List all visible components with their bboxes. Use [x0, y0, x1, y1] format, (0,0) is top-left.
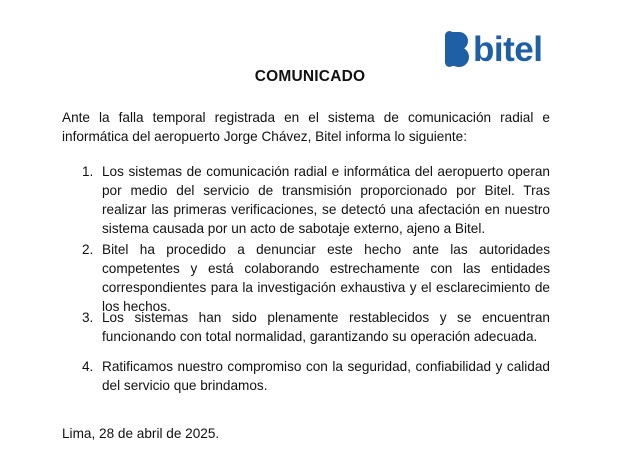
- bitel-logo: [444, 30, 542, 68]
- list-item: [82, 308, 550, 346]
- list-item-number: 1.: [82, 164, 94, 179]
- list-item-text: Los sistemas han sido plenamente restablecidos y se encuentran funcionando con total normalidad, garantizando su operación adecuada.: [102, 310, 550, 344]
- intro-paragraph: Ante la falla temporal registrada en el sistema de comunicación radial e informática del aeropuerto Jorge Chávez, Bitel informa lo siguiente:: [62, 110, 550, 144]
- document-title: COMUNICADO: [254, 68, 366, 85]
- bitel-logo-mark-icon: [444, 30, 470, 68]
- list-item: [82, 162, 550, 238]
- list-item-number: 2.: [82, 242, 94, 257]
- list-item-number: 3.: [82, 310, 94, 325]
- list-item-text: Ratificamos nuestro compromiso con la seguridad, confiabilidad y calidad del servicio que brindamos.: [102, 359, 550, 393]
- list-item-text: Bitel ha procedido a denunciar este hecho ante las autoridades competentes y está colaborando estrechamente con las entidades correspondientes para la investigación exhaustiva y el esclarecimiento de los hechos.: [102, 242, 550, 314]
- list-item-text: Los sistemas de comunicación radial e informática del aeropuerto operan por medio del servicio de transmisión proporcionado por Bitel. Tras realizar las primeras verificaciones, se detectó una afectación en nuestro sistema causada por un acto de sabotaje externo, ajeno a Bitel.: [102, 164, 550, 236]
- list-item: [82, 240, 550, 316]
- bitel-logo-text: bitel: [473, 29, 543, 69]
- list-item-number: 4.: [82, 359, 94, 374]
- list-item: [82, 357, 550, 395]
- signoff-date: Lima, 28 de abril de 2025.: [62, 426, 220, 441]
